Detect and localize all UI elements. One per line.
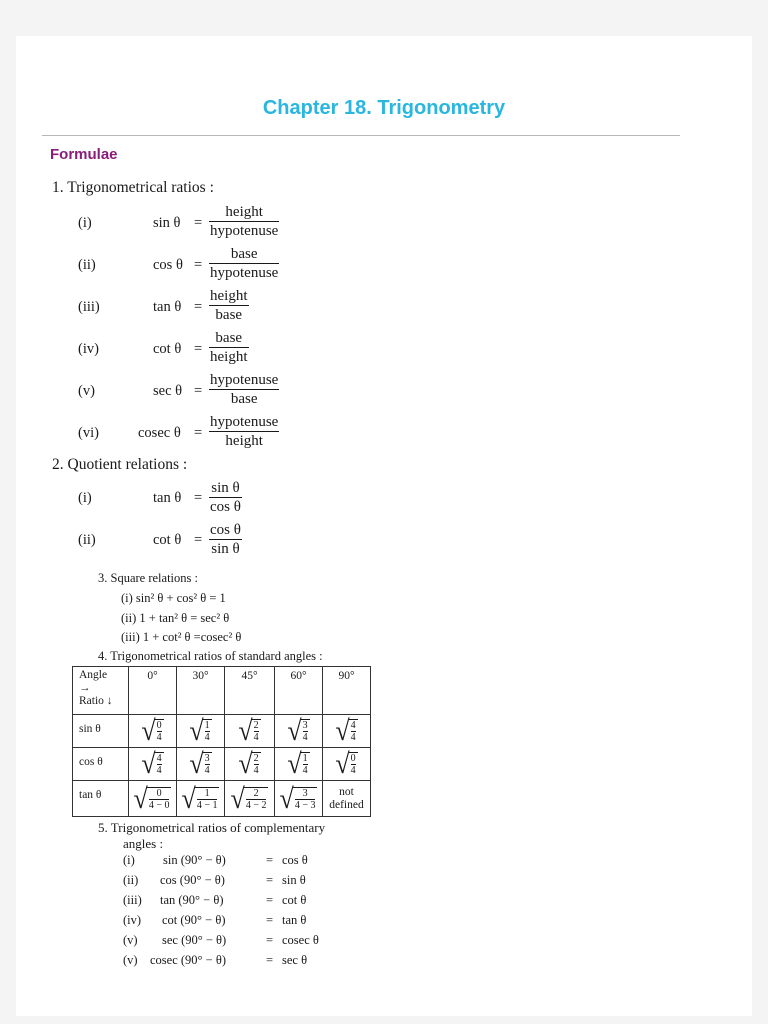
radical: √ 4 4: [141, 747, 162, 780]
fraction-numerator: height: [225, 204, 263, 220]
angle-header: 90°: [323, 667, 371, 715]
s5-rhs: sec θ: [282, 953, 308, 967]
s5-roman: (i): [123, 853, 135, 867]
radical-denominator: 4: [302, 765, 308, 776]
table-cell: [177, 781, 225, 817]
radical-numerator: 3: [302, 720, 308, 731]
fraction-denominator: hypotenuse: [210, 223, 279, 239]
radical-denominator: 4: [204, 732, 210, 743]
s4-heading: 4. Trigonometrical ratios of standard angles :: [98, 649, 323, 663]
s5-rhs: tan θ: [282, 913, 307, 927]
s5-rhs: cos θ: [282, 853, 308, 867]
radical-numerator: 2: [253, 787, 259, 799]
radical-denominator: 4: [156, 765, 162, 776]
s5-lhs: tan (90° − θ): [160, 893, 224, 907]
radical: √ 0 4: [141, 714, 162, 747]
s1-function: cot θ: [153, 341, 182, 357]
s5-lhs: sec (90° − θ): [162, 933, 227, 947]
s1-function: sec θ: [153, 383, 183, 399]
table-cell: [275, 781, 323, 817]
s1-roman: (iv): [78, 341, 99, 357]
s3-identity: (i) sin² θ + cos² θ = 1: [121, 591, 226, 605]
radical-denominator: 4: [350, 732, 356, 743]
s5-lhs: cos (90° − θ): [160, 873, 225, 887]
s5-rhs: sin θ: [282, 873, 306, 887]
table-row: [73, 781, 371, 817]
radical: √ 0 4 − 0: [133, 782, 170, 814]
s2-fraction: [209, 522, 242, 557]
equals-sign: =: [194, 383, 203, 399]
radical: √ 3 4: [189, 747, 210, 780]
s1-roman: (i): [78, 215, 92, 231]
radical: √ 2 4: [238, 714, 259, 747]
radical: √ 1 4: [287, 747, 308, 780]
s1-function: sin θ: [153, 215, 181, 231]
angle-header: 60°: [275, 667, 323, 715]
table-cell: [275, 748, 323, 781]
s3-identity: (ii) 1 + tan² θ = sec² θ: [121, 611, 230, 625]
s1-function: cos θ: [153, 257, 183, 273]
radical-numerator: 1: [204, 787, 210, 799]
angle-header: 30°: [177, 667, 225, 715]
radical-numerator: 2: [253, 720, 259, 731]
radical: √ 0 4: [335, 747, 356, 780]
radical-numerator: 2: [253, 753, 259, 764]
s2-function: cot θ: [153, 532, 182, 548]
radical-numerator: 3: [204, 753, 210, 764]
table-cell: [323, 781, 371, 817]
equals-sign: =: [266, 913, 274, 927]
radical-denominator: 4: [302, 732, 308, 743]
radical-denominator: 4: [156, 732, 162, 743]
s1-fraction: [209, 246, 279, 281]
fraction-denominator: base: [230, 391, 258, 407]
s1-fraction: [209, 288, 249, 323]
radical-denominator: 4 − 0: [148, 799, 170, 811]
equals-sign: =: [266, 933, 274, 947]
s1-roman: (ii): [78, 257, 96, 273]
s1-fraction: [209, 372, 279, 407]
fraction-numerator: base: [230, 246, 258, 262]
fraction-numerator: base: [215, 330, 243, 346]
radical-denominator: 4 − 3: [294, 799, 316, 811]
s5-heading-line: 5. Trigonometrical ratios of complementary: [98, 820, 326, 835]
radical-numerator: 0: [156, 787, 162, 799]
standard-angles-table: [72, 666, 371, 817]
radical-denominator: 4: [253, 732, 259, 743]
s5-rhs: cot θ: [282, 893, 307, 907]
fraction-denominator: height: [210, 349, 248, 365]
row-label: sin θ: [73, 715, 129, 748]
radical-denominator: 4: [350, 765, 356, 776]
table-cell: [275, 715, 323, 748]
s3-identity: (iii) 1 + cot² θ =cosec² θ: [121, 630, 242, 644]
s2-roman: (i): [78, 490, 92, 506]
s5-heading-line: angles :: [123, 836, 164, 851]
radical: √ 1 4: [189, 714, 210, 747]
s5-lhs: cosec (90° − θ): [150, 953, 226, 967]
equals-sign: =: [266, 953, 274, 967]
radical-denominator: 4 − 1: [196, 799, 218, 811]
s2-fraction: [209, 480, 242, 515]
radical: √ 4 4: [335, 714, 356, 747]
equals-sign: =: [194, 425, 203, 441]
equals-sign: =: [266, 893, 274, 907]
radical: √ 2 4 − 2: [230, 782, 267, 814]
title-divider: [42, 135, 680, 136]
radical-numerator: 4: [156, 753, 162, 764]
equals-sign: =: [194, 257, 203, 273]
corner-label-ratio: Ratio ↓: [79, 695, 113, 707]
table-header-row: [73, 667, 371, 715]
s5-lhs: cot (90° − θ): [162, 913, 226, 927]
page-title: Chapter 18. Trigonometry: [262, 97, 506, 119]
fraction-numerator: hypotenuse: [210, 372, 279, 388]
fraction-numerator: height: [210, 288, 248, 304]
fraction-denominator: hypotenuse: [210, 265, 279, 281]
fraction-denominator: base: [215, 307, 243, 323]
table-cell: [323, 748, 371, 781]
fraction-denominator: sin θ: [211, 541, 240, 557]
radical: √ 1 4 − 1: [181, 782, 218, 814]
equals-sign: =: [194, 299, 203, 315]
s1-fraction: [209, 204, 279, 239]
radical: √ 3 4: [287, 714, 308, 747]
radical: √ 3 4 − 3: [279, 782, 316, 814]
s1-function: cosec θ: [138, 425, 181, 441]
radical-numerator: 1: [302, 753, 308, 764]
radical-numerator: 3: [302, 787, 308, 799]
radical-denominator: 4 − 2: [245, 799, 267, 811]
radical-numerator: 1: [204, 720, 210, 731]
section-heading-formulae: Formulae: [50, 146, 118, 163]
equals-sign: =: [266, 873, 274, 887]
table-corner-cell: [73, 667, 129, 715]
table-row: [73, 715, 371, 748]
fraction-denominator: height: [225, 433, 263, 449]
radical-numerator: 0: [350, 753, 356, 764]
corner-label-angle: Angle: [79, 669, 108, 681]
equals-sign: =: [194, 215, 203, 231]
s1-roman: (vi): [78, 425, 99, 441]
s1-roman: (iii): [78, 299, 100, 315]
fraction-numerator: cos θ: [210, 522, 241, 538]
radical-denominator: 4: [253, 765, 259, 776]
s2-function: tan θ: [153, 490, 182, 506]
angle-header: 45°: [225, 667, 275, 715]
table-cell: [177, 748, 225, 781]
table-cell: [129, 781, 177, 817]
table-cell: [129, 748, 177, 781]
s2-heading: 2. Quotient relations :: [52, 456, 188, 473]
radical: √ 2 4: [238, 747, 259, 780]
fraction-denominator: cos θ: [210, 499, 241, 515]
s1-heading: 1. Trigonometrical ratios :: [52, 179, 214, 196]
fraction-numerator: sin θ: [211, 480, 240, 496]
not-defined-line: not: [339, 785, 354, 798]
not-defined-line: defined: [329, 798, 364, 811]
s1-roman: (v): [78, 383, 95, 399]
s1-function: tan θ: [153, 299, 182, 315]
s5-roman: (ii): [123, 873, 139, 887]
angle-header: 0°: [129, 667, 177, 715]
s5-lhs: sin (90° − θ): [163, 853, 226, 867]
equals-sign: =: [194, 341, 203, 357]
equals-sign: =: [194, 490, 203, 506]
equals-sign: =: [194, 532, 203, 548]
table-row: [73, 748, 371, 781]
s5-roman: (v): [123, 953, 138, 967]
radical-numerator: 4: [350, 720, 356, 731]
row-label: tan θ: [73, 781, 129, 817]
row-label: cos θ: [73, 748, 129, 781]
s5-roman: (iii): [123, 893, 142, 907]
radical-denominator: 4: [204, 765, 210, 776]
radical-numerator: 0: [156, 720, 162, 731]
corner-arrow: →: [79, 682, 91, 694]
table-cell: [225, 781, 275, 817]
s2-roman: (ii): [78, 532, 96, 548]
s1-fraction: [209, 330, 249, 365]
table-cell: [225, 748, 275, 781]
equals-sign: =: [266, 853, 274, 867]
table-cell: [129, 715, 177, 748]
s5-rhs: cosec θ: [282, 933, 319, 947]
fraction-numerator: hypotenuse: [210, 414, 279, 430]
table-cell: [177, 715, 225, 748]
table-cell: [225, 715, 275, 748]
s1-fraction: [209, 414, 279, 449]
table-cell: [323, 715, 371, 748]
s3-heading: 3. Square relations :: [98, 571, 198, 585]
s5-roman: (iv): [123, 913, 142, 927]
s5-roman: (v): [123, 933, 138, 947]
